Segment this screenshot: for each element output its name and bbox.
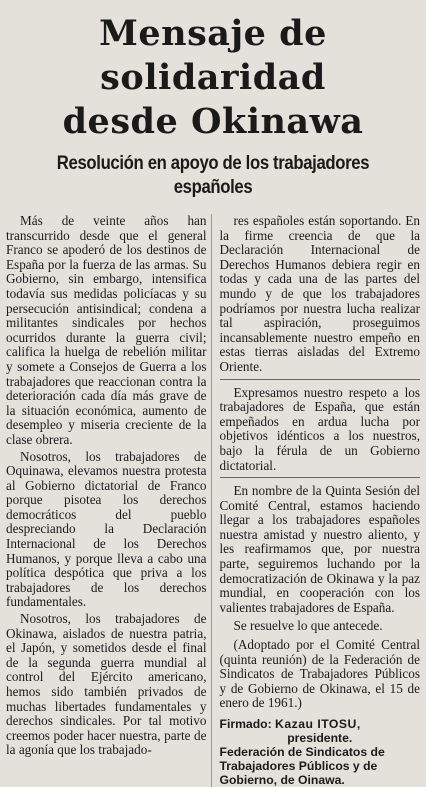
paragraph: (Adoptado por el Comité Central (quinta reunión) de la Federación de Sindicatos de Trabajadores Públicos y de Gobierno de Okinawa, el 15 de enero de 1961.) xyxy=(219,637,420,711)
column-divider xyxy=(220,477,421,478)
title-line-1: Mensaje de solidaridad xyxy=(99,13,327,98)
article-subtitle: Resolución en apoyo de los trabajadores españoles xyxy=(56,153,370,198)
paragraph: res españoles están soportando. En la firme creencia de que la Declaración Internacional de Derechos Humanos debiera regir en todas y cada una de las partes del mundo y de que los trabajadores podríamos por nuestra lucha realizar tal aspiración, proseguimos incansablemente nuestro empeño en estas tierras aisladas del Extremo Oriente. xyxy=(219,213,420,374)
paragraph: En nombre de la Quinta Sesión del Comité Central, estamos haciendo llegar a los trabajadores españoles nuestra amistad y nuestro aliento, y les reafirmamos que, por nuestra parte, seguiremos luchando por la democratización de Okinawa y la paz mundial, en cooperación con los valientes trabajadores de España. xyxy=(219,483,420,615)
left-column xyxy=(6,214,212,787)
article-title xyxy=(6,0,420,144)
right-column xyxy=(220,214,421,787)
signature-role: presidente. xyxy=(287,731,353,745)
paragraph: Más de veinte años han transcurrido desde que el general Franco se apoderó de los destinos de España por la fuerza de las armas. Su Gobierno, sin embargo, intensifica todavía sus medidas policíacas y su persecución antisindical; condena a militantes sindicales por hechos ocurridos durante la guerra civil; califica la huelga de rebelión militar y somete a Consejos de Guerra a los trabajadores que reaccionan contra la deterioración cada día más grave de la situación económica, aumento de desempleo y miseria creciente de la clase obrera. xyxy=(6,213,207,447)
column-divider xyxy=(220,379,421,380)
paragraph: Se resuelve lo que antecede. xyxy=(233,618,383,634)
paragraph: Nosotros, los trabajadores de Oquinawa, elevamos nuestra protesta al Gobierno dictatorial de Franco porque pisotea los derechos democráticos del pueblo despreciando la Declaración Internacional de los Derechos Humanos, y porque lleva a cabo una política despótica que priva a los trabajadores de los derechos fundamentales. xyxy=(6,448,207,610)
paragraph: Expresamos nuestro respeto a los trabajadores de España, que están empeñados en ardua lucha por objetivos idénticos a los nuestros, bajo la férula de un Gobierno dictatorial. xyxy=(219,384,420,473)
signature-line xyxy=(220,717,421,731)
signature-organization: Federación de Sindicatos de Trabajadores Públicos y de Gobierno, de Oinawa. xyxy=(219,745,385,787)
title-line-2: desde Okinawa xyxy=(62,101,364,142)
paragraph: Nosotros, los trabajadores de Okinawa, aislados de nuestra patria, el Japón, y sometidos desde el final de la segunda guerra mundial al control del Ejército americano, hemos sido también privados de muchas libertades fundamentales y derechos sindicales. Por tal motivo creemos poder hacer nuestra, parte de la agonía que los trabajado- xyxy=(6,611,207,758)
article-body xyxy=(6,214,420,787)
signature-label: Firmado: xyxy=(219,717,272,731)
signature-block xyxy=(220,717,421,787)
signature-name: Kazau ITOSU, xyxy=(275,717,361,731)
